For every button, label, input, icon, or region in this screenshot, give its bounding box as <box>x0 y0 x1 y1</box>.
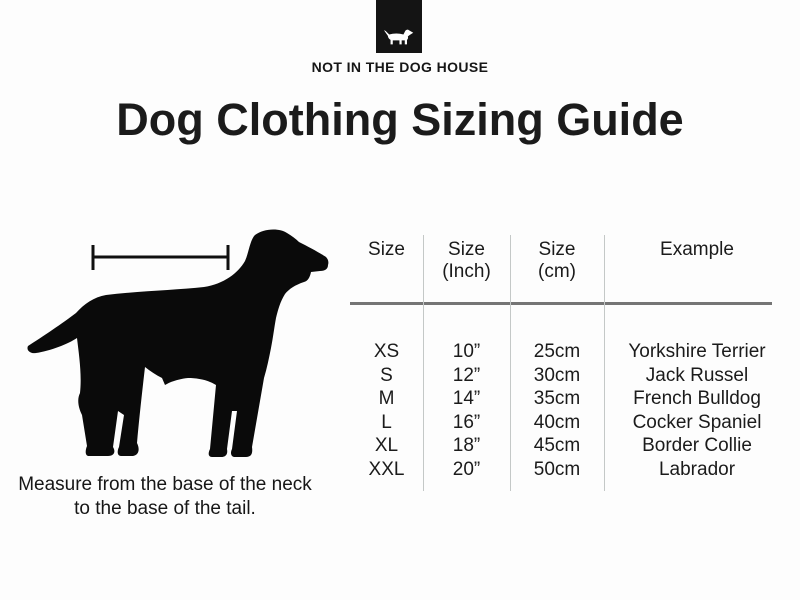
column-header-size-inch: Size (Inch) <box>442 239 491 282</box>
example-cell: French Bulldog <box>633 388 761 409</box>
example-cell: Yorkshire Terrier <box>628 341 766 362</box>
size-cell: XXL <box>368 458 405 480</box>
measure-caption-line1: Measure from the base of the neck <box>18 474 312 495</box>
brand-logo <box>376 0 422 53</box>
inch-cell: 18” <box>452 435 481 456</box>
table-header-row <box>350 225 790 283</box>
sizing-table <box>350 225 790 495</box>
table-row <box>350 434 790 458</box>
header-divider-rule <box>350 302 772 305</box>
inch-cell: 16” <box>452 411 481 433</box>
example-cell: Cocker Spaniel <box>632 411 762 433</box>
size-cell: S <box>380 364 393 386</box>
cm-cell: 40cm <box>533 411 581 433</box>
table-row <box>350 458 790 482</box>
inch-cell: 20” <box>452 458 481 480</box>
measurement-bracket <box>93 245 228 270</box>
dog-figure <box>18 225 338 465</box>
column-header-size: Size <box>368 239 405 260</box>
cm-cell: 25cm <box>533 341 581 362</box>
page-title: Dog Clothing Sizing Guide <box>116 94 684 145</box>
cm-cell: 50cm <box>533 458 581 480</box>
dachshund-icon <box>383 29 415 49</box>
table-body <box>350 340 790 481</box>
cm-cell: 45cm <box>533 435 581 456</box>
size-cell: XS <box>373 341 400 362</box>
column-header-example: Example <box>660 239 734 260</box>
inch-cell: 10” <box>452 341 481 362</box>
size-cell: M <box>378 388 395 409</box>
size-cell: XL <box>374 435 399 456</box>
column-header-size-cm: Size (cm) <box>538 239 576 282</box>
example-cell: Jack Russel <box>645 364 749 386</box>
table-row <box>350 411 790 435</box>
table-row <box>350 340 790 364</box>
inch-cell: 14” <box>452 388 481 409</box>
cm-cell: 35cm <box>533 388 581 409</box>
cm-cell: 30cm <box>533 364 581 386</box>
measure-caption <box>5 473 325 521</box>
table-row <box>350 387 790 411</box>
example-cell: Labrador <box>658 458 736 480</box>
measure-caption-line2: to the base of the tail. <box>74 498 256 519</box>
inch-cell: 12” <box>452 364 481 386</box>
size-cell: L <box>381 411 392 433</box>
example-cell: Border Collie <box>642 435 752 456</box>
dog-silhouette-icon <box>27 229 328 457</box>
brand-text: NOT IN THE DOG HOUSE <box>311 59 489 75</box>
table-row <box>350 364 790 388</box>
